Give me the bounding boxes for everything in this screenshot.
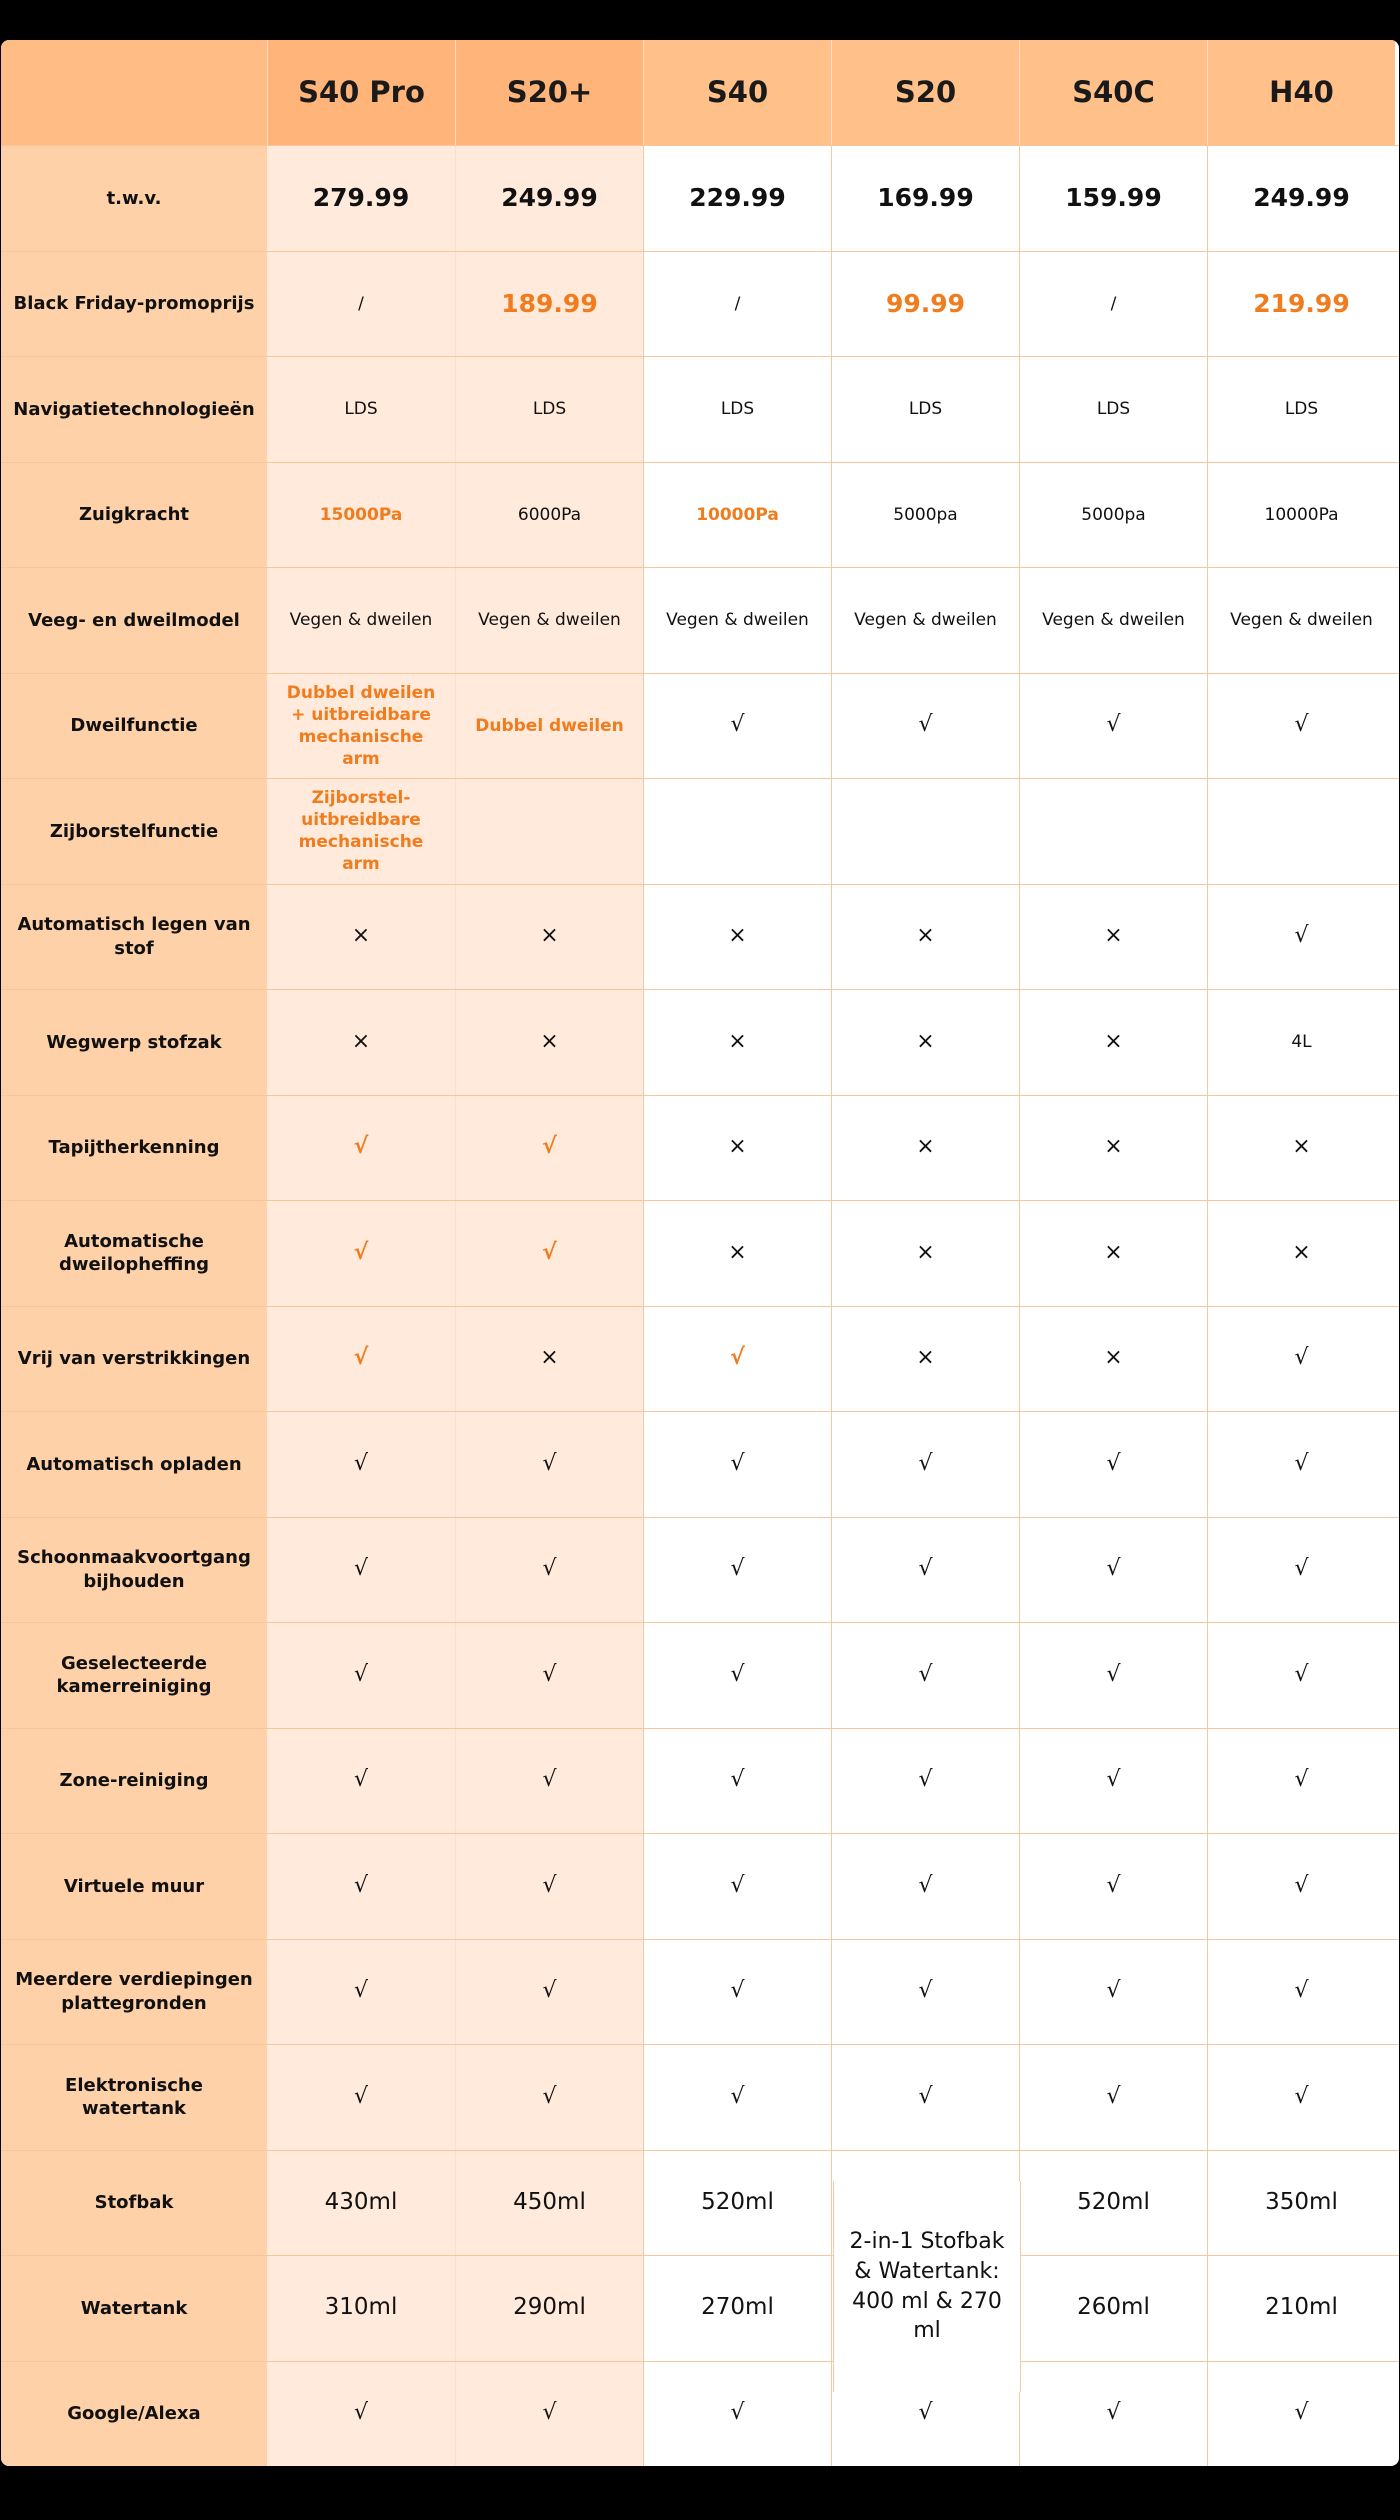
table-row <box>1 2255 1399 2361</box>
table-cell: √ <box>1019 1834 1207 1939</box>
table-cell: × <box>455 885 643 990</box>
table-cell: 350ml <box>1207 2151 1395 2256</box>
table-cell: √ <box>455 2045 643 2150</box>
table-cell: 520ml <box>1019 2151 1207 2256</box>
table-cell: 99.99 <box>831 252 1019 357</box>
table-cell: × <box>1019 1307 1207 1412</box>
table-cell <box>455 779 643 884</box>
table-cell: √ <box>267 1623 455 1728</box>
table-row <box>1 1200 1399 1306</box>
table-cell: Vegen & dweilen <box>1019 568 1207 673</box>
table-cell: √ <box>831 1834 1019 1939</box>
model-header: S40 Pro <box>267 40 455 145</box>
table-cell: √ <box>1207 1729 1395 1834</box>
row-label: Automatisch opladen <box>1 1412 267 1517</box>
table-cell: Vegen & dweilen <box>1207 568 1395 673</box>
table-cell: √ <box>267 1307 455 1412</box>
table-cell: 450ml <box>455 2151 643 2256</box>
table-cell: √ <box>455 1096 643 1201</box>
table-cell: × <box>455 990 643 1095</box>
table-row <box>1 884 1399 990</box>
table-cell: √ <box>831 2362 1019 2467</box>
table-row <box>1 1095 1399 1201</box>
table-cell: × <box>1019 1096 1207 1201</box>
table-cell: √ <box>831 1729 1019 1834</box>
table-row <box>1 145 1399 251</box>
table-cell: × <box>831 1307 1019 1412</box>
table-cell: / <box>643 252 831 357</box>
table-cell: √ <box>831 1518 1019 1623</box>
row-label: Schoonmaakvoortgang bijhouden <box>1 1518 267 1623</box>
table-cell: LDS <box>831 357 1019 462</box>
table-cell: × <box>1019 885 1207 990</box>
row-label: Watertank <box>1 2256 267 2361</box>
row-label: Black Friday-promoprijs <box>1 252 267 357</box>
table-cell: √ <box>455 1834 643 1939</box>
table-row <box>1 251 1399 357</box>
table-cell: √ <box>831 1623 1019 1728</box>
table-row <box>1 1728 1399 1834</box>
table-cell: √ <box>1207 885 1395 990</box>
table-cell: × <box>1019 1201 1207 1306</box>
table-cell: √ <box>1019 2362 1207 2467</box>
table-cell: √ <box>643 1834 831 1939</box>
table-cell: Vegen & dweilen <box>455 568 643 673</box>
table-cell: √ <box>455 1518 643 1623</box>
table-cell: √ <box>831 2045 1019 2150</box>
table-cell: 279.99 <box>267 146 455 251</box>
table-cell: √ <box>643 1940 831 2045</box>
row-label: Geselecteerde kamerreiniging <box>1 1623 267 1728</box>
row-label: Virtuele muur <box>1 1834 267 1939</box>
row-label: Zone-reiniging <box>1 1729 267 1834</box>
table-cell: Vegen & dweilen <box>267 568 455 673</box>
table-row <box>1 1306 1399 1412</box>
table-cell: × <box>455 1307 643 1412</box>
table-cell: √ <box>1019 1623 1207 1728</box>
table-cell: √ <box>643 2045 831 2150</box>
table-cell: 249.99 <box>1207 146 1395 251</box>
row-label: Tapijtherkenning <box>1 1096 267 1201</box>
table-cell: √ <box>267 2045 455 2150</box>
table-cell: √ <box>643 1518 831 1623</box>
table-cell: × <box>643 885 831 990</box>
table-cell: √ <box>267 1518 455 1623</box>
table-cell: √ <box>1207 1940 1395 2045</box>
row-label: Meerdere verdiepingen plattegronden <box>1 1940 267 2045</box>
table-cell: √ <box>643 674 831 779</box>
table-cell: / <box>1019 252 1207 357</box>
table-row <box>1 1622 1399 1728</box>
table-cell <box>1019 779 1207 884</box>
table-cell: √ <box>1019 674 1207 779</box>
table-cell: √ <box>267 1729 455 1834</box>
row-label: Stofbak <box>1 2151 267 2256</box>
table-cell <box>831 779 1019 884</box>
table-cell: 4L <box>1207 990 1395 1095</box>
table-cell: × <box>1019 990 1207 1095</box>
table-cell: √ <box>455 2362 643 2467</box>
table-cell: 260ml <box>1019 2256 1207 2361</box>
table-row <box>1 2150 1399 2256</box>
table-cell: √ <box>455 1940 643 2045</box>
table-row <box>1 1517 1399 1623</box>
model-header: S40C <box>1019 40 1207 145</box>
table-cell: √ <box>831 1940 1019 2045</box>
table-cell: Zijborstel-uitbreidbare mechanische arm <box>267 779 455 884</box>
table-cell: √ <box>267 1834 455 1939</box>
row-label: Zijborstelfunctie <box>1 779 267 884</box>
table-cell: 5000pa <box>1019 463 1207 568</box>
table-cell: √ <box>643 1729 831 1834</box>
model-header: S40 <box>643 40 831 145</box>
header-row <box>1 40 1399 145</box>
row-label: Veeg- en dweilmodel <box>1 568 267 673</box>
table-cell: √ <box>1207 1834 1395 1939</box>
table-cell: × <box>643 1096 831 1201</box>
table-cell: Dubbel dweilen + uitbreidbare mechanische arm <box>267 674 455 779</box>
table-cell: 290ml <box>455 2256 643 2361</box>
model-header: H40 <box>1207 40 1395 145</box>
table-row <box>1 778 1399 884</box>
row-label: Vrij van verstrikkingen <box>1 1307 267 1412</box>
table-cell: 229.99 <box>643 146 831 251</box>
table-cell: Vegen & dweilen <box>643 568 831 673</box>
row-label: Elektronische watertank <box>1 2045 267 2150</box>
table-cell: √ <box>831 1412 1019 1517</box>
table-cell: √ <box>1207 1307 1395 1412</box>
table-cell: √ <box>455 1729 643 1834</box>
table-row <box>1 1411 1399 1517</box>
table-row <box>1 673 1399 779</box>
table-cell: × <box>643 1201 831 1306</box>
table-cell: √ <box>1019 1940 1207 2045</box>
table-cell: 15000Pa <box>267 463 455 568</box>
table-cell: √ <box>267 1940 455 2045</box>
table-cell: 169.99 <box>831 146 1019 251</box>
table-cell: 249.99 <box>455 146 643 251</box>
row-label: Automatisch legen van stof <box>1 885 267 990</box>
table-cell: √ <box>643 1623 831 1728</box>
table-cell: 5000pa <box>831 463 1019 568</box>
table-cell: √ <box>455 1623 643 1728</box>
table-cell: 430ml <box>267 2151 455 2256</box>
table-cell: × <box>831 990 1019 1095</box>
table-cell: × <box>1207 1201 1395 1306</box>
row-label: Wegwerp stofzak <box>1 990 267 1095</box>
row-label: Google/Alexa <box>1 2362 267 2467</box>
table-row <box>1 1939 1399 2045</box>
table-cell: √ <box>643 2362 831 2467</box>
table-cell: × <box>1207 1096 1395 1201</box>
table-cell: × <box>831 885 1019 990</box>
row-label: Zuigkracht <box>1 463 267 568</box>
row-label: Dweilfunctie <box>1 674 267 779</box>
table-cell: 10000Pa <box>643 463 831 568</box>
table-cell <box>1207 779 1395 884</box>
table-cell: × <box>643 990 831 1095</box>
table-row <box>1 567 1399 673</box>
table-row <box>1 1833 1399 1939</box>
table-cell: LDS <box>1207 357 1395 462</box>
table-cell: √ <box>1207 2362 1395 2467</box>
table-cell: 10000Pa <box>1207 463 1395 568</box>
table-cell: √ <box>1019 1518 1207 1623</box>
table-cell: 210ml <box>1207 2256 1395 2361</box>
table-cell: LDS <box>1019 357 1207 462</box>
table-body <box>1 145 1399 2466</box>
table-cell: LDS <box>267 357 455 462</box>
model-header: S20+ <box>455 40 643 145</box>
table-cell: 520ml <box>643 2151 831 2256</box>
table-cell: √ <box>1207 1412 1395 1517</box>
table-cell: √ <box>1019 1729 1207 1834</box>
table-cell: Vegen & dweilen <box>831 568 1019 673</box>
table-cell: / <box>267 252 455 357</box>
table-cell: √ <box>267 1096 455 1201</box>
table-cell: √ <box>1019 1412 1207 1517</box>
header-corner <box>1 40 267 145</box>
table-cell: √ <box>643 1412 831 1517</box>
table-cell: × <box>267 990 455 1095</box>
table-cell: Dubbel dweilen <box>455 674 643 779</box>
table-row <box>1 989 1399 1095</box>
table-cell: × <box>267 885 455 990</box>
table-row <box>1 356 1399 462</box>
table-cell: √ <box>831 674 1019 779</box>
table-cell: × <box>831 1096 1019 1201</box>
table-cell: √ <box>1019 2045 1207 2150</box>
table-cell: √ <box>267 1412 455 1517</box>
s20-combined-tank-cell: 2-in-1 Stofbak & Watertank: 400 ml & 270 ml <box>833 2181 1021 2392</box>
table-cell: √ <box>643 1307 831 1412</box>
table-cell: 189.99 <box>455 252 643 357</box>
table-cell: √ <box>267 2362 455 2467</box>
table-cell: √ <box>1207 2045 1395 2150</box>
table-cell: √ <box>1207 674 1395 779</box>
table-cell: LDS <box>643 357 831 462</box>
table-row <box>1 2361 1399 2467</box>
table-cell: √ <box>455 1201 643 1306</box>
table-cell: 159.99 <box>1019 146 1207 251</box>
table-row <box>1 2044 1399 2150</box>
table-cell: LDS <box>455 357 643 462</box>
table-cell: √ <box>267 1201 455 1306</box>
table-cell: √ <box>1207 1623 1395 1728</box>
table-row <box>1 462 1399 568</box>
row-label: Automatische dweilopheffing <box>1 1201 267 1306</box>
row-label: Navigatietechnologieën <box>1 357 267 462</box>
table-cell: √ <box>455 1412 643 1517</box>
table-cell: 219.99 <box>1207 252 1395 357</box>
table-cell: × <box>831 1201 1019 1306</box>
comparison-table <box>1 40 1399 2466</box>
model-header: S20 <box>831 40 1019 145</box>
table-cell: √ <box>1207 1518 1395 1623</box>
table-cell: 6000Pa <box>455 463 643 568</box>
table-cell: 310ml <box>267 2256 455 2361</box>
row-label: t.w.v. <box>1 146 267 251</box>
table-cell: 270ml <box>643 2256 831 2361</box>
table-cell <box>643 779 831 884</box>
